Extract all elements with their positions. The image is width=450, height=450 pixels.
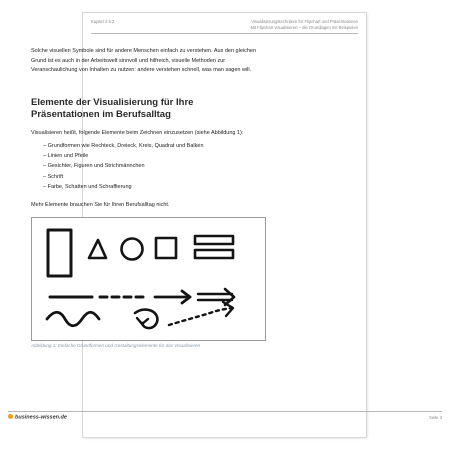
bar-shape-top: [195, 236, 233, 244]
logo-dot-icon: [8, 414, 13, 419]
figure-shapes-illustration: [32, 218, 265, 340]
figure-drawing: [31, 217, 266, 341]
header-divider: [91, 33, 358, 34]
closing-paragraph: Mehr Elemente brauchen Sie für Ihren Berufsalltag nicht.: [31, 202, 170, 208]
page-number: Seite 3: [428, 415, 442, 420]
rectangle-shape: [48, 230, 71, 276]
list-item: – Gesichter, Figuren und Strichmännchen: [43, 161, 204, 171]
element-list: [43, 141, 204, 192]
footer-divider: [8, 411, 442, 412]
figure-caption: Abbildung 1: Einfache Grundformen und Gestaltungselemente für das Visualisieren: [31, 343, 201, 348]
section-heading: Elemente der Visualisierung für Ihre Präsentationen im Berufsalltag: [31, 97, 194, 120]
header-chapter: Kapitel 2.5.2: [91, 19, 115, 24]
arrow-icon: [155, 291, 190, 303]
list-item: – Grundformen wie Rechteck, Dreieck, Kreis, Quadrat und Balken: [43, 141, 204, 151]
footer-logo[interactable]: [8, 414, 67, 420]
list-item: – Schrift: [43, 172, 204, 182]
wave-line: [47, 312, 99, 326]
list-item: – Farbe, Schatten und Schraffierung: [43, 182, 204, 192]
curved-arrow-icon: [135, 310, 157, 329]
double-arrow-icon: [198, 289, 234, 305]
header-title-line1: Visualisierungstechniken für Flipchart und Präsentationen: [251, 19, 358, 24]
list-intro-paragraph: Visualisieren heißt, folgende Elemente beim Zeichnen einzusetzen (siehe Abbildung 1):: [31, 130, 244, 136]
square-shape: [156, 238, 176, 258]
header-title-line2: Mit Flipchart visualisieren – die Grundlagen mit Beispielen: [250, 25, 358, 30]
bar-shape-bottom: [195, 250, 233, 258]
list-item: – Linien und Pfeile: [43, 151, 204, 161]
footer-logo-text: business-wissen.de: [15, 414, 67, 421]
intro-paragraph: Solche visuellen Symbole sind für andere Menschen einfach zu verstehen. Aus den gleichen Grund ist es auch in der Arbeitswelt sinnvoll und hilfreich, visuelle Methoden zur Veranschaulichung von Inhalten zu nutzen: andere verstehen schnell, was man sagen will.: [31, 48, 257, 73]
triangle-shape: [89, 240, 106, 258]
header-title: [250, 19, 358, 31]
circle-shape: [122, 239, 143, 260]
dotted-arrow-icon: [169, 302, 233, 325]
